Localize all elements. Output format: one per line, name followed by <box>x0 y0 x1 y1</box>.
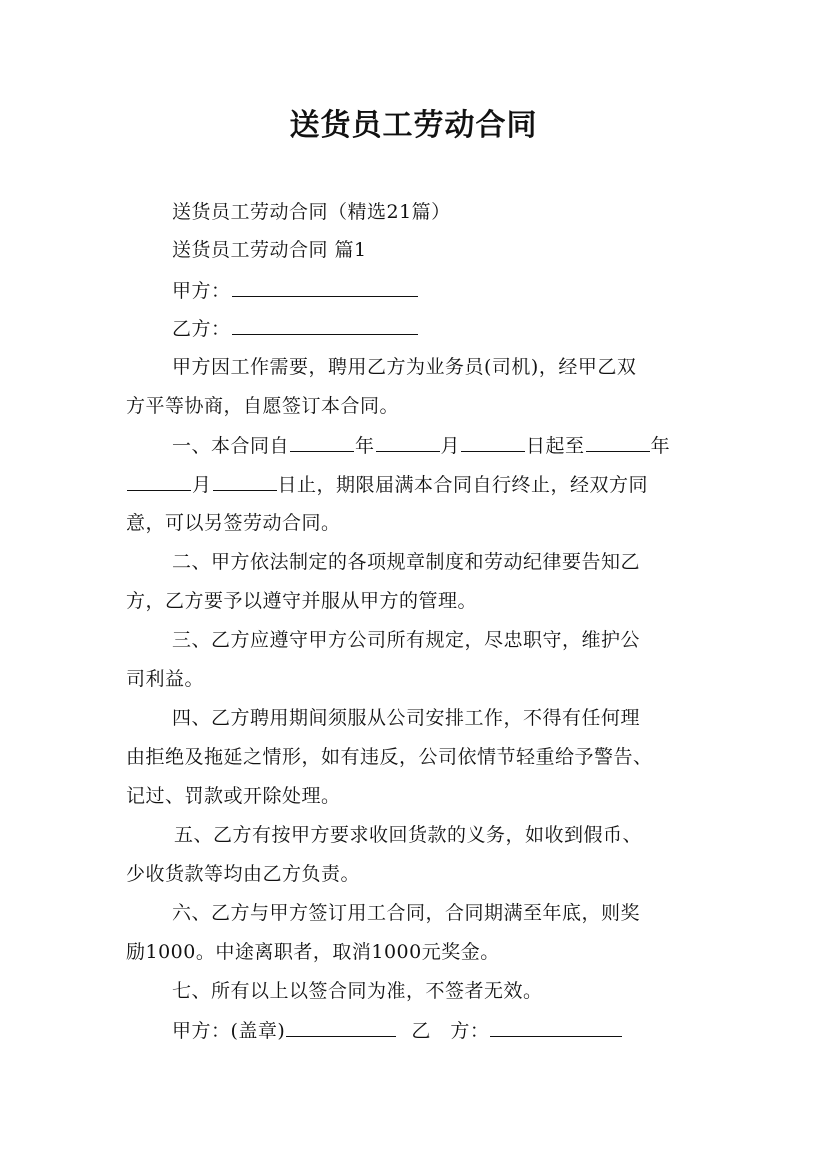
party-a-label: 甲方： <box>172 280 231 302</box>
section-heading: 送货员工劳动合同 篇1 <box>172 239 367 261</box>
paragraph-line: 六、乙方与甲方签订用工合同，合同期满至年底，则奖 <box>172 902 641 924</box>
paragraph-line: 由拒绝及拖延之情形，如有违反，公司依情节轻重给予警告、 <box>126 746 653 768</box>
date-blank <box>127 472 191 491</box>
paragraph-line: 七、所有以上以签合同为准，不签者无效。 <box>172 980 543 1002</box>
date-blank <box>461 433 525 452</box>
signature-line <box>172 1018 623 1043</box>
date-blank <box>586 433 650 452</box>
clause-text: 年 <box>650 435 671 457</box>
clause-one-line <box>126 472 648 497</box>
party-b-line <box>172 316 419 341</box>
paragraph-line: 司利益。 <box>126 668 205 690</box>
party-a-line <box>172 278 419 303</box>
paragraph-line: 四、乙方聘用期间须服从公司安排工作，不得有任何理 <box>172 707 641 729</box>
paragraph-line: 意，可以另签劳动合同。 <box>126 512 341 534</box>
party-b-blank <box>232 316 418 335</box>
clause-text: 日止，期限届满本合同自行终止，经双方同 <box>277 474 649 496</box>
party-b-sign-blank <box>490 1018 622 1037</box>
paragraph-line: 记过、罚款或开除处理。 <box>126 785 341 807</box>
paragraph-line: 方平等协商，自愿签订本合同。 <box>126 395 400 417</box>
party-b-label: 乙方： <box>172 318 231 340</box>
party-a-blank <box>232 278 418 297</box>
paragraph-line: 五、乙方有按甲方要求收回货款的义务，如收到假币、 <box>174 824 643 846</box>
party-a-seal-label: 甲方：(盖章) <box>172 1020 286 1042</box>
clause-text: 日起至 <box>526 435 585 457</box>
clause-text: 月 <box>440 435 461 457</box>
party-a-seal-blank <box>286 1018 396 1037</box>
paragraph-line: 二、甲方依法制定的各项规章制度和劳动纪律要告知乙 <box>172 551 641 573</box>
clause-text: 一、本合同自 <box>172 435 290 457</box>
date-blank <box>376 433 440 452</box>
paragraph-line: 励1000。中途离职者，取消1000元奖金。 <box>126 941 500 963</box>
paragraph-line: 甲方因工作需要，聘用乙方为业务员(司机)，经甲乙双 <box>172 356 637 378</box>
party-b-sign-label: 乙 方： <box>411 1020 490 1042</box>
clause-text: 月 <box>192 474 212 496</box>
clause-one-line <box>172 433 670 458</box>
paragraph-line: 少收货款等均由乙方负责。 <box>126 863 361 885</box>
subtitle-line: 送货员工劳动合同（精选21篇） <box>172 201 451 223</box>
paragraph-line: 三、乙方应遵守甲方公司所有规定，尽忠职守，维护公 <box>172 629 641 651</box>
paragraph-line: 方，乙方要予以遵守并服从甲方的管理。 <box>126 590 478 612</box>
clause-text: 年 <box>355 435 375 457</box>
date-blank <box>213 472 277 491</box>
date-blank <box>290 433 354 452</box>
document-title: 送货员工劳动合同 <box>289 108 538 143</box>
